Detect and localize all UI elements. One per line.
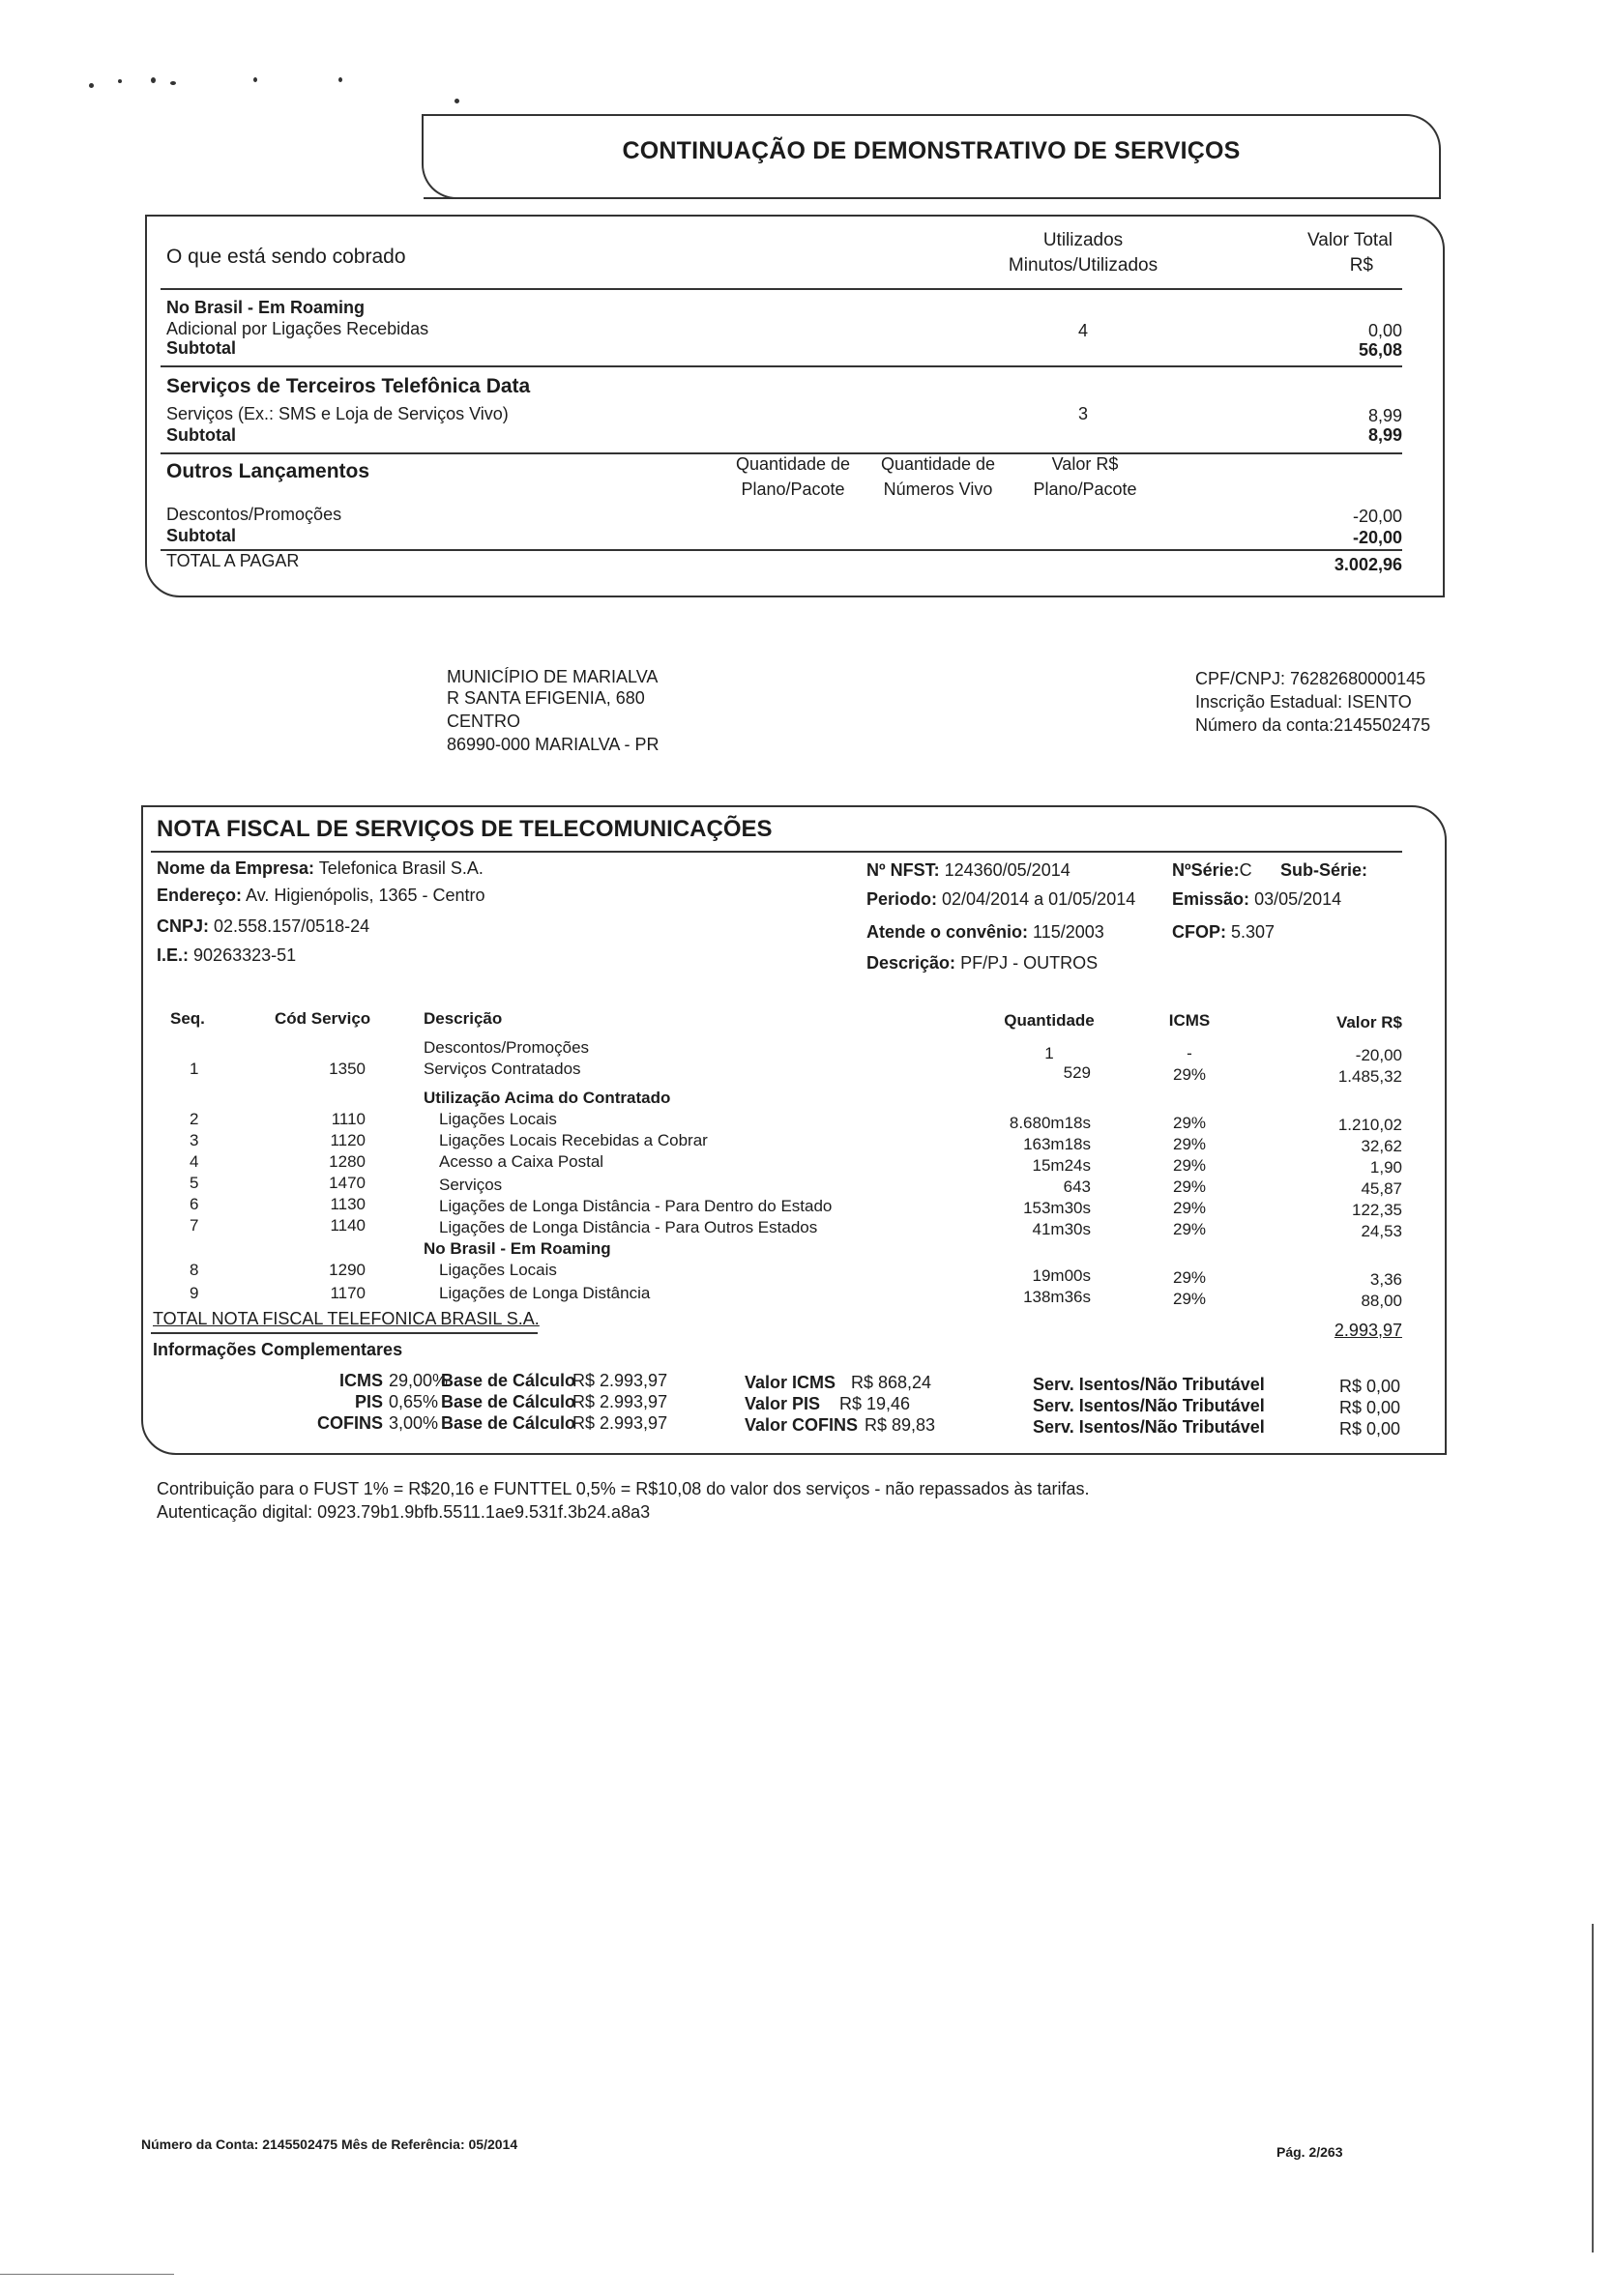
row-qty: 138m36s — [1023, 1288, 1091, 1306]
roaming-subtotal-label: Subtotal — [166, 338, 236, 358]
terceiros-subtotal-value: 8,99 — [1367, 425, 1402, 445]
th-qty: Quantidade — [1004, 1011, 1095, 1030]
th-icms: ICMS — [1168, 1011, 1211, 1030]
row-icms: 29% — [1172, 1290, 1207, 1308]
convenio-value: 115/2003 — [1033, 922, 1104, 942]
row-cod: 1110 — [331, 1110, 366, 1128]
empresa-label: Nome da Empresa: — [157, 858, 315, 878]
cnpj-label: CNPJ: — [157, 916, 210, 936]
footer-account — [141, 2136, 517, 2152]
tax-valor-label: Valor PIS — [745, 1394, 821, 1413]
tax-serv-label: Serv. Isentos/Não Tributável — [1033, 1375, 1265, 1394]
ie-label: I.E.: — [157, 945, 190, 965]
footer-mes-value: 05/2014 — [468, 2136, 518, 2152]
cfop-field — [1172, 922, 1275, 943]
row-cod: 1170 — [330, 1284, 366, 1302]
row-qty: 529 — [1063, 1063, 1091, 1082]
divider — [151, 1332, 538, 1334]
tax-serv-label: Serv. Isentos/Não Tributável — [1033, 1396, 1265, 1415]
row-cod: 1290 — [329, 1261, 366, 1279]
col-desc-header: O que está sendo cobrado — [166, 246, 406, 268]
digital-authentication: Autenticação digital: 0923.79b1.9bfb.5511.1ae9.531f.3b24.a8a3 — [157, 1502, 651, 1522]
tax-rate: 3,00% — [389, 1413, 439, 1433]
address-line-4: 86990-000 MARIALVA - PR — [447, 735, 660, 754]
row-value: 122,35 — [1352, 1201, 1402, 1219]
footer-mes-label: Mês de Referência: — [341, 2136, 465, 2152]
row-desc: Acesso a Caixa Postal — [439, 1152, 604, 1171]
scan-edge-line — [1592, 1924, 1594, 2252]
row-cod: 1140 — [330, 1216, 366, 1235]
tax-base-value: R$ 2.993,97 — [572, 1371, 668, 1390]
total-label: TOTAL A PAGAR — [166, 551, 300, 570]
group-descontos-value: -20,00 — [1355, 1046, 1402, 1064]
descricao-label: Descrição: — [866, 953, 956, 973]
row-seq: 9 — [190, 1284, 199, 1302]
group-descontos: Descontos/Promoções — [424, 1038, 590, 1057]
ie-value: 90263323-51 — [193, 945, 297, 965]
row-qty: 643 — [1063, 1177, 1091, 1196]
row-value: 88,00 — [1361, 1292, 1402, 1310]
outros-subtotal-value: -20,00 — [1352, 528, 1402, 547]
row-value: 45,87 — [1361, 1179, 1402, 1198]
emissao-label: Emissão: — [1172, 889, 1250, 909]
th-seq: Seq. — [170, 1009, 205, 1028]
descricao-value: PF/PJ - OUTROS — [960, 953, 1099, 973]
roaming-item-qty: 4 — [1077, 321, 1088, 340]
scan-speck — [170, 81, 176, 85]
row-desc: Ligações de Longa Distância - Para Dentro do Estado — [439, 1197, 833, 1215]
tax-base-label: Base de Cálculo — [441, 1371, 576, 1390]
empresa-value: Telefonica Brasil S.A. — [318, 858, 484, 878]
row-value: 1.210,02 — [1337, 1116, 1402, 1134]
row-cod: 1120 — [330, 1131, 366, 1149]
tax-serv-value: R$ 0,00 — [1338, 1377, 1400, 1396]
group-utilizacao: Utilização Acima do Contratado — [424, 1089, 671, 1107]
row-desc: Ligações de Longa Distância - Para Outros Estados — [439, 1218, 818, 1236]
row-qty: 19m00s — [1032, 1266, 1091, 1285]
col-val-header-1: Valor Total — [1306, 230, 1393, 250]
footer-conta-label: Número da Conta: — [141, 2136, 259, 2152]
address-line-2: R SANTA EFIGENIA, 680 — [447, 688, 645, 708]
total-value: 3.002,96 — [1334, 555, 1402, 574]
cpf-cnpj: CPF/CNPJ: 76282680000145 — [1195, 669, 1426, 688]
nfst-label: Nº NFST: — [866, 860, 940, 880]
row-desc: Ligações Locais Recebidas a Cobrar — [439, 1131, 708, 1149]
periodo-field — [866, 889, 1135, 910]
scan-speck — [118, 79, 122, 83]
th-val: Valor R$ — [1335, 1013, 1402, 1032]
endereco-value: Av. Higienópolis, 1365 - Centro — [246, 886, 485, 905]
outros-col1-header-2: Plano/Pacote — [741, 480, 845, 499]
scan-speck — [89, 83, 94, 88]
th-cod: Cód Serviço — [275, 1009, 371, 1028]
emissao-value: 03/05/2014 — [1254, 889, 1342, 909]
col-util-header-1: Utilizados — [1042, 230, 1124, 250]
tax-base-label: Base de Cálculo — [441, 1413, 576, 1433]
convenio-label: Atende o convênio: — [866, 922, 1029, 942]
row-desc: Ligações Locais — [439, 1261, 557, 1279]
roaming-title: No Brasil - Em Roaming — [166, 298, 366, 317]
row-qty: 8.680m18s — [1009, 1114, 1091, 1132]
row-icms: 29% — [1172, 1177, 1207, 1196]
emissao-field — [1172, 889, 1341, 910]
row-desc: Serviços — [439, 1176, 503, 1194]
row-qty: 41m30s — [1032, 1220, 1091, 1238]
terceiros-item-value: 8,99 — [1367, 406, 1402, 425]
tax-name: PIS — [354, 1392, 383, 1411]
nota-total-label: TOTAL NOTA FISCAL TELEFONICA BRASIL S.A. — [153, 1309, 540, 1328]
scan-speck — [338, 77, 342, 82]
row-icms: 29% — [1172, 1065, 1207, 1084]
divider — [161, 549, 1402, 551]
row-icms: 29% — [1172, 1114, 1207, 1132]
serie-label: NºSérie: — [1172, 860, 1240, 880]
row-qty: 15m24s — [1032, 1156, 1091, 1175]
scan-speck — [151, 77, 156, 83]
row-seq: 2 — [190, 1110, 199, 1128]
cnpj-field — [157, 916, 369, 937]
outros-col1-header-1: Quantidade de — [735, 454, 851, 474]
th-desc: Descrição — [424, 1009, 503, 1028]
group-roaming: No Brasil - Em Roaming — [424, 1239, 611, 1258]
group-descontos-qty: 1 — [1044, 1044, 1054, 1062]
subserie-label: Sub-Série: — [1280, 860, 1368, 880]
scan-speck — [455, 99, 459, 103]
tax-serv-label: Serv. Isentos/Não Tributável — [1033, 1417, 1265, 1437]
page-title: CONTINUAÇÃO DE DEMONSTRATIVO DE SERVIÇOS — [622, 137, 1241, 164]
cnpj-value: 02.558.157/0518-24 — [214, 916, 370, 936]
empresa-field — [157, 858, 484, 879]
terceiros-item-qty: 3 — [1077, 404, 1088, 423]
row-desc: Serviços Contratados — [424, 1060, 581, 1078]
row-cod: 1280 — [329, 1152, 366, 1171]
nfst-value: 124360/05/2014 — [944, 860, 1070, 880]
roaming-item: Adicional por Ligações Recebidas — [166, 319, 429, 338]
row-icms: 29% — [1172, 1268, 1207, 1287]
tax-base-label: Base de Cálculo — [441, 1392, 576, 1411]
fust-note: Contribuição para o FUST 1% = R$20,16 e FUNTTEL 0,5% = R$10,08 do valor dos serviços - não repassados às tarifas. — [157, 1479, 1090, 1498]
tax-valor-value: R$ 19,46 — [839, 1394, 911, 1413]
row-seq: 1 — [190, 1060, 199, 1078]
outros-col3-header-1: Valor R$ — [1051, 454, 1119, 474]
nota-total-value: 2.993,97 — [1334, 1321, 1402, 1340]
row-qty: 153m30s — [1023, 1199, 1091, 1217]
outros-col3-header-2: Plano/Pacote — [1033, 480, 1137, 499]
row-value: 32,62 — [1361, 1137, 1402, 1155]
tax-valor-value: R$ 89,83 — [865, 1415, 936, 1435]
tax-base-value: R$ 2.993,97 — [572, 1392, 668, 1411]
address-line-3: CENTRO — [447, 712, 520, 731]
row-value: 3,36 — [1369, 1270, 1402, 1289]
tax-serv-value: R$ 0,00 — [1338, 1419, 1400, 1439]
nfst-field — [866, 860, 1070, 881]
row-cod: 1470 — [329, 1174, 366, 1192]
row-seq: 3 — [190, 1131, 199, 1149]
outros-title: Outros Lançamentos — [166, 460, 370, 482]
divider — [161, 288, 1402, 290]
row-icms: 29% — [1172, 1199, 1207, 1217]
roaming-item-value: 0,00 — [1367, 321, 1402, 340]
numero-conta: Número da conta:2145502475 — [1195, 715, 1431, 735]
nota-title: NOTA FISCAL DE SERVIÇOS DE TELECOMUNICAÇÕES — [157, 816, 773, 842]
outros-item-value: -20,00 — [1352, 507, 1402, 526]
tax-valor-label: Valor ICMS — [745, 1373, 836, 1392]
row-qty: 163m18s — [1023, 1135, 1091, 1153]
terceiros-item: Serviços (Ex.: SMS e Loja de Serviços Vivo) — [166, 404, 509, 423]
row-cod: 1130 — [330, 1195, 366, 1213]
cfop-value: 5.307 — [1231, 922, 1276, 942]
tax-rate: 0,65% — [389, 1392, 439, 1411]
page-number: Pág. 2/263 — [1276, 2144, 1343, 2160]
row-seq: 5 — [190, 1174, 199, 1192]
outros-item: Descontos/Promoções — [166, 505, 342, 524]
inscricao-estadual: Inscrição Estadual: ISENTO — [1195, 692, 1412, 712]
address-line-1: MUNICÍPIO DE MARIALVA — [447, 667, 659, 686]
terceiros-title: Serviços de Terceiros Telefônica Data — [166, 375, 531, 397]
cfop-label: CFOP: — [1172, 922, 1226, 942]
tax-valor-value: R$ 868,24 — [851, 1373, 932, 1392]
group-descontos-icms: - — [1187, 1044, 1192, 1062]
tax-serv-value: R$ 0,00 — [1338, 1398, 1400, 1417]
periodo-value: 02/04/2014 a 01/05/2014 — [942, 889, 1136, 909]
row-desc: Ligações Locais — [439, 1110, 557, 1128]
divider — [161, 365, 1402, 367]
roaming-subtotal-value: 56,08 — [1358, 340, 1402, 360]
section-header-box — [424, 114, 1441, 199]
row-seq: 6 — [190, 1195, 199, 1213]
outros-col2-header-2: Números Vivo — [883, 480, 993, 499]
tax-valor-label: Valor COFINS — [745, 1415, 859, 1435]
scan-speck — [253, 77, 257, 82]
divider — [151, 851, 1402, 853]
info-complementares-label: Informações Complementares — [153, 1340, 403, 1359]
row-value: 1,90 — [1369, 1158, 1402, 1177]
tax-name: COFINS — [316, 1413, 383, 1433]
outros-subtotal-label: Subtotal — [166, 526, 236, 545]
endereco-label: Endereço: — [157, 886, 243, 905]
ie-field — [157, 945, 296, 966]
row-value: 24,53 — [1361, 1222, 1402, 1240]
row-seq: 8 — [190, 1261, 199, 1279]
descricao-field — [866, 953, 1098, 974]
row-value: 1.485,32 — [1337, 1067, 1402, 1086]
periodo-label: Periodo: — [866, 889, 938, 909]
row-seq: 4 — [190, 1152, 199, 1171]
terceiros-subtotal-label: Subtotal — [166, 425, 236, 445]
tax-base-value: R$ 2.993,97 — [572, 1413, 668, 1433]
tax-name: ICMS — [339, 1371, 383, 1390]
serie-field — [1172, 860, 1252, 881]
row-seq: 7 — [190, 1216, 199, 1235]
row-icms: 29% — [1172, 1220, 1207, 1238]
col-val-header-2: R$ — [1349, 255, 1373, 276]
col-util-header-2: Minutos/Utilizados — [1008, 255, 1158, 276]
convenio-field — [866, 922, 1104, 943]
row-desc: Ligações de Longa Distância — [439, 1284, 651, 1302]
scan-edge-line — [0, 2274, 174, 2275]
row-icms: 29% — [1172, 1135, 1207, 1153]
footer-conta-value: 2145502475 — [262, 2136, 338, 2152]
endereco-field — [157, 886, 485, 906]
row-cod: 1350 — [329, 1060, 366, 1078]
tax-rate: 29,00% — [389, 1371, 449, 1390]
outros-col2-header-1: Quantidade de — [880, 454, 996, 474]
row-icms: 29% — [1172, 1156, 1207, 1175]
serie-value: C — [1239, 860, 1252, 880]
